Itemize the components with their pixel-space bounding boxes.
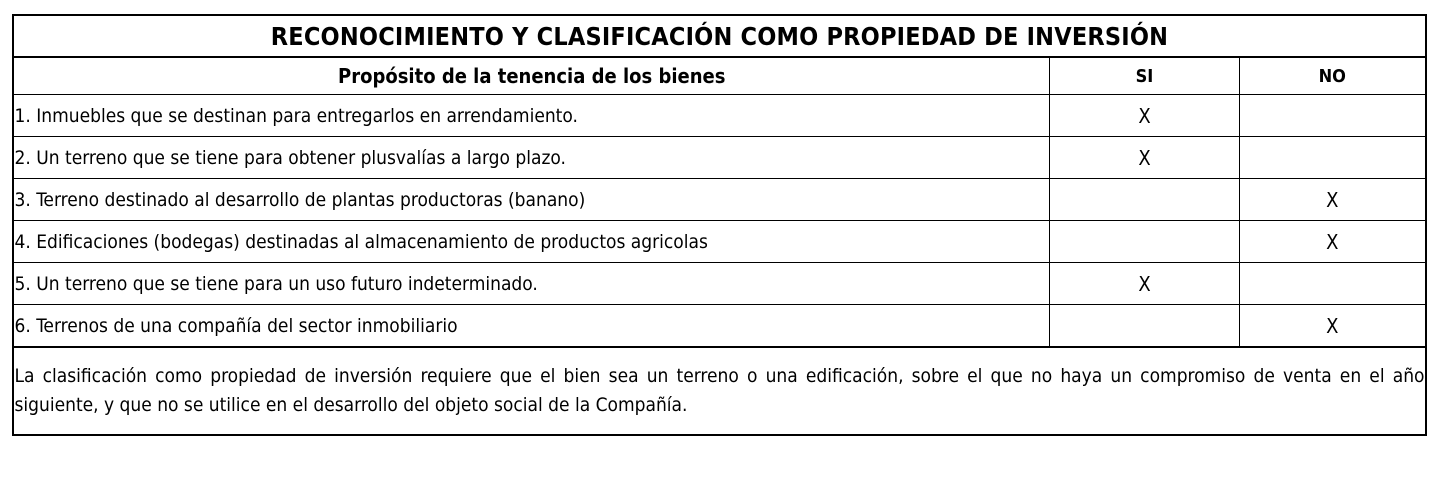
column-header-si: SI [1049,57,1239,95]
row-label: 4. Edificaciones (bodegas) destinadas al almacenamiento de productos agricolas [13,221,1049,263]
row-mark-si: X [1049,137,1239,179]
row-mark-no [1239,95,1425,137]
table-note-row [13,347,1425,435]
table-row [13,95,1425,137]
row-mark-si [1049,305,1239,348]
row-mark-si [1049,221,1239,263]
table-row [13,137,1425,179]
row-mark-no [1239,137,1425,179]
row-mark-si: X [1049,263,1239,305]
row-label: 5. Un terreno que se tiene para un uso futuro indeterminado. [13,263,1049,305]
column-header-no: NO [1239,57,1425,95]
row-mark-si [1049,179,1239,221]
table-row [13,221,1425,263]
investment-property-classification-table [12,14,1426,436]
row-mark-si: X [1049,95,1239,137]
table-row [13,179,1425,221]
table-row [13,263,1425,305]
row-label: 2. Un terreno que se tiene para obtener plusvalías a largo plazo. [13,137,1049,179]
row-label: 1. Inmuebles que se destinan para entregarlos en arrendamiento. [13,95,1049,137]
row-mark-no: X [1239,305,1425,348]
row-mark-no [1239,263,1425,305]
row-label: 6. Terrenos de una compañía del sector inmobiliario [13,305,1049,348]
table-header-row [13,57,1425,95]
table-row [13,305,1425,348]
table-title: RECONOCIMIENTO Y CLASIFICACIÓN COMO PROPIEDAD DE INVERSIÓN [13,15,1425,57]
row-mark-no: X [1239,221,1425,263]
row-label: 3. Terreno destinado al desarrollo de plantas productoras (banano) [13,179,1049,221]
table-title-row [13,15,1425,57]
column-header-purpose: Propósito de la tenencia de los bienes [13,57,1049,95]
row-mark-no: X [1239,179,1425,221]
classification-note: La clasificación como propiedad de inversión requiere que el bien sea un terreno o una edificación, sobre el que no haya un compromiso de venta en el año siguiente, y que no se utilice en el desarrollo del objeto social de la Compañía. [13,347,1425,435]
